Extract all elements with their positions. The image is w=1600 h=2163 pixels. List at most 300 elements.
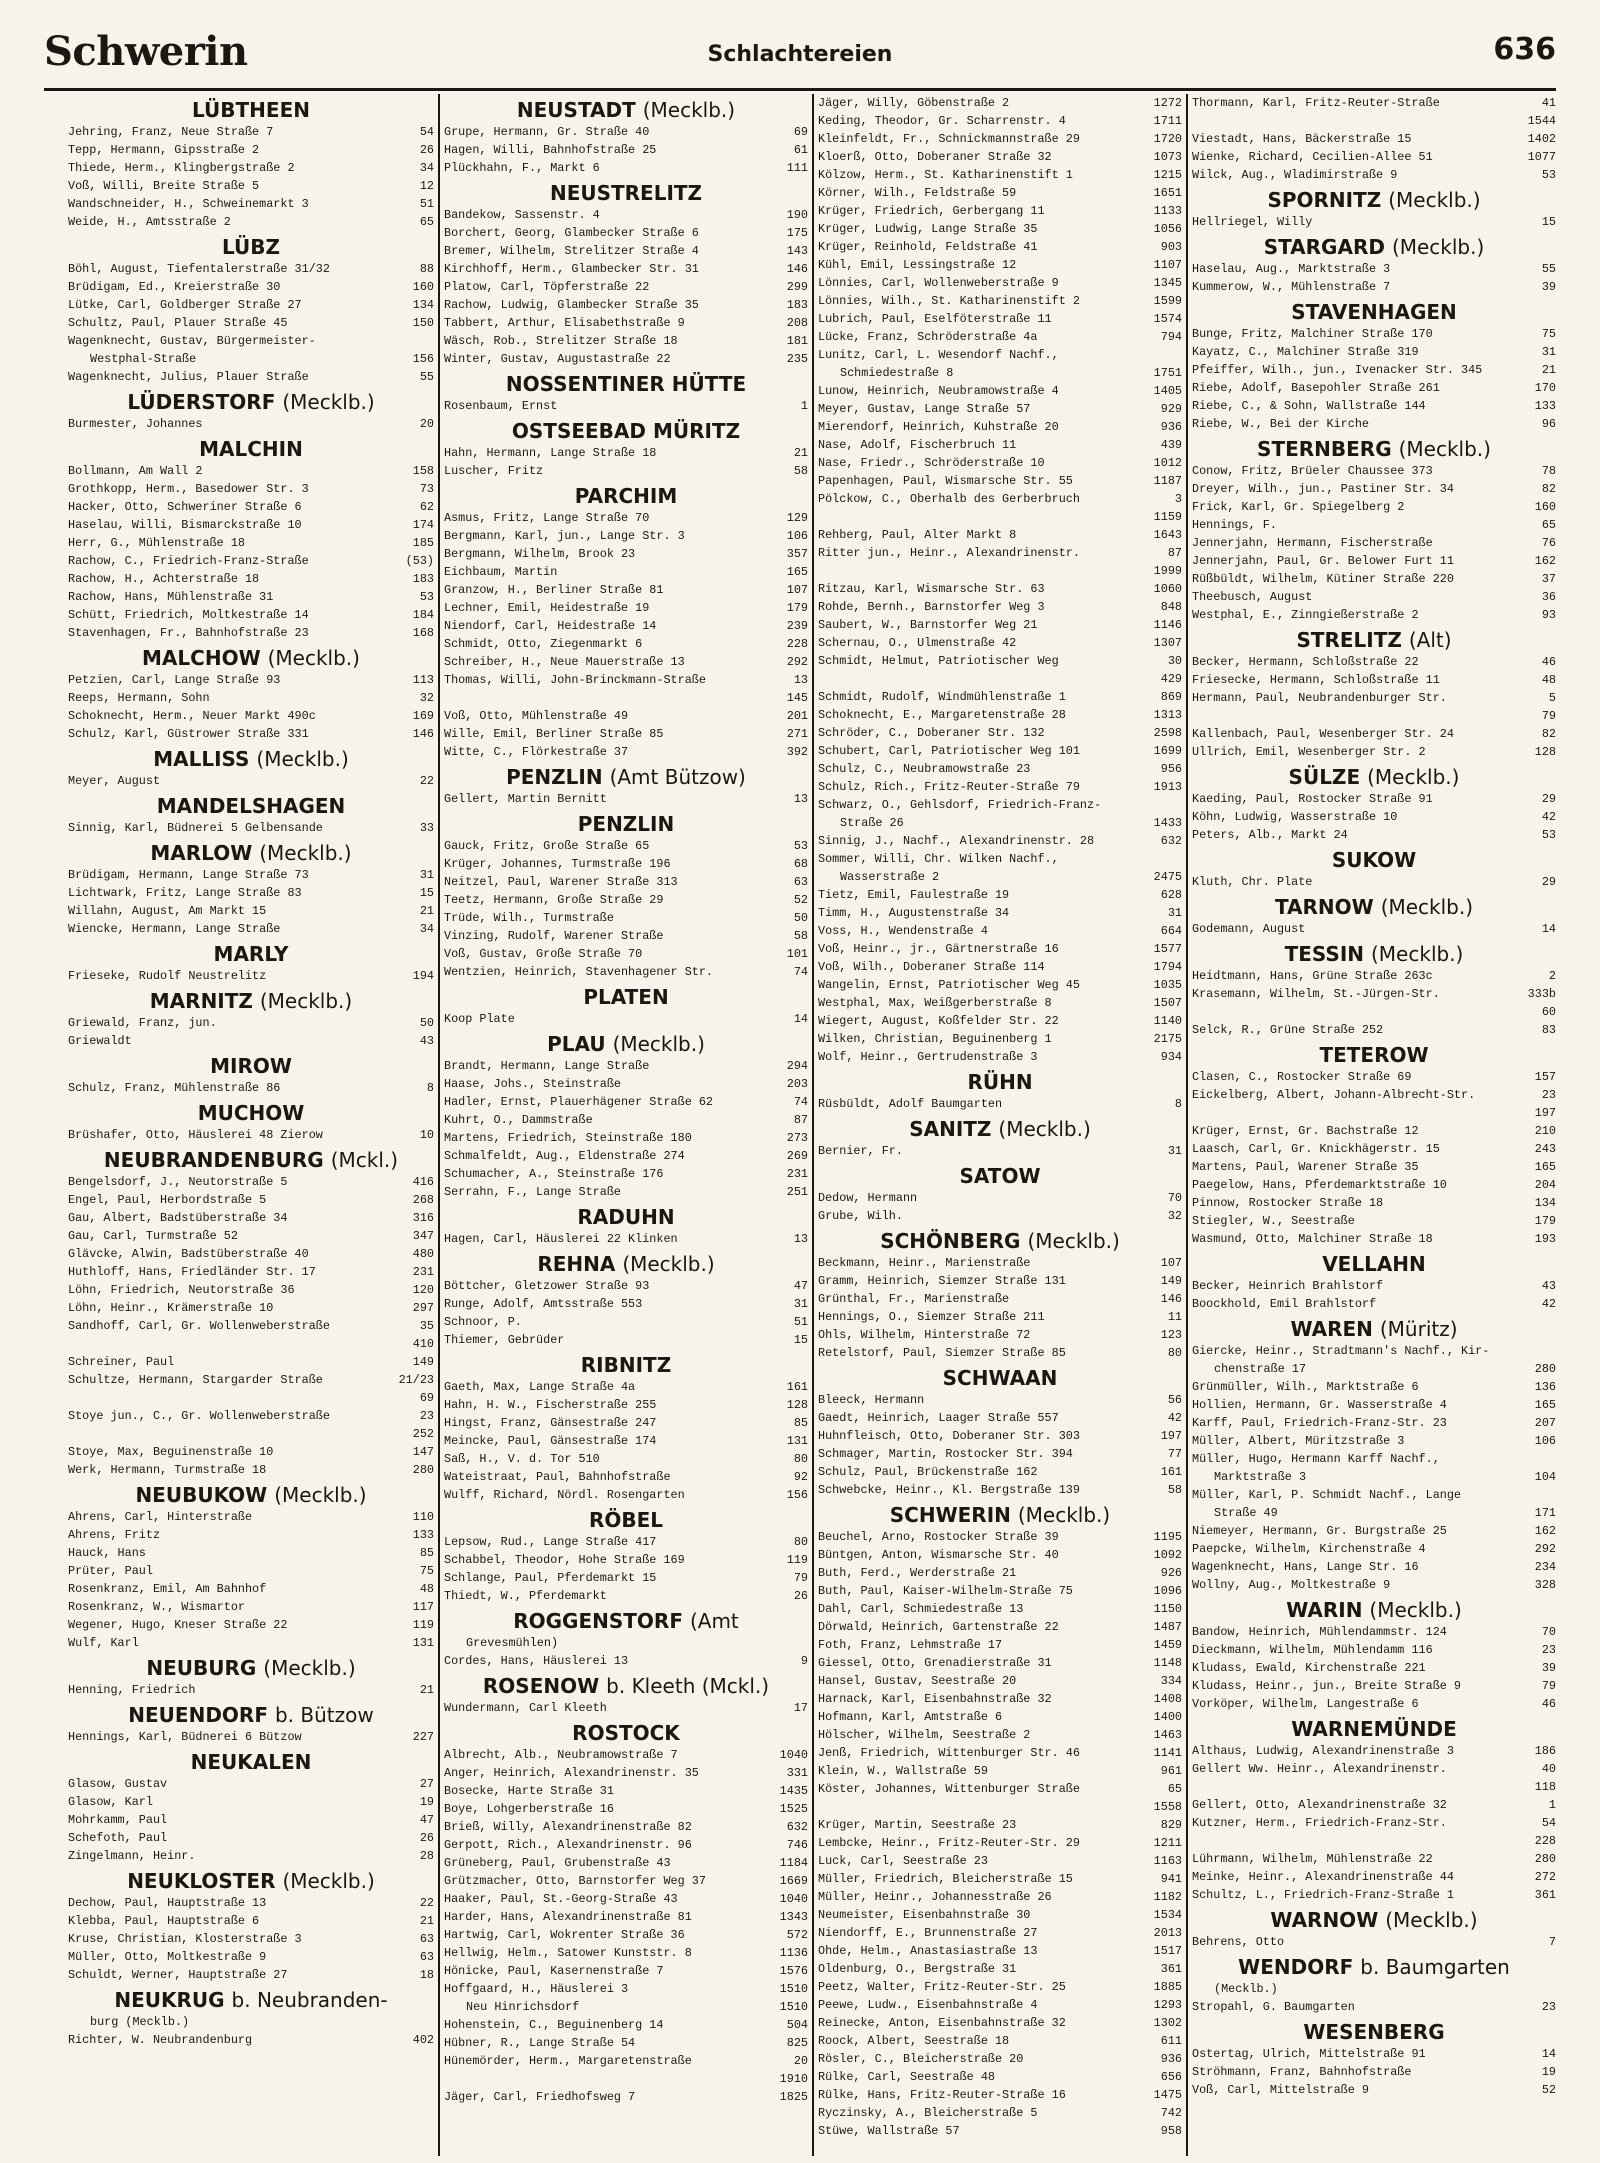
entry-row [444, 242, 808, 260]
entry-number: 1913 [1153, 780, 1182, 794]
entry-name: Thiede, Herm., Klingbergstraße 2 [68, 161, 295, 175]
entry-number: 12 [419, 179, 434, 193]
town-heading [444, 1251, 808, 1277]
entry-number: 23 [1541, 1088, 1556, 1102]
entry-row [1192, 1695, 1556, 1713]
entry-row [444, 1854, 808, 1872]
town-heading [1192, 847, 1556, 873]
entry-number: 184 [412, 608, 434, 622]
entry-name: Becker, Hermann, Schloßstraße 22 [1192, 655, 1419, 669]
entry-name: Rösler, C., Bleicherstraße 20 [818, 2052, 1024, 2066]
entry-name: Saß, H., V. d. Tor 510 [444, 1452, 600, 1466]
entry-row [444, 1908, 808, 1926]
entry-row [444, 2034, 808, 2052]
entry-row [444, 725, 808, 743]
entry-number: 165 [1534, 1398, 1556, 1412]
entry-row [818, 976, 1182, 994]
entry-name: Lunitz, Carl, L. Wesendorf Nachf., [818, 348, 1059, 362]
entry-name: Tietz, Emil, Faulestraße 19 [818, 888, 1010, 902]
entry-name: Cordes, Hans, Häuslerei 13 [444, 1654, 629, 1668]
entry-row [68, 866, 434, 884]
town-heading [444, 764, 808, 790]
entry-number: 162 [1534, 1524, 1556, 1538]
entry-name: Stüwe, Wallstraße 57 [818, 2124, 960, 2138]
entry-name: Jennerjahn, Hermann, Fischerstraße [1192, 536, 1433, 550]
entry-row [68, 1032, 434, 1050]
entry-number: 252 [412, 1427, 434, 1441]
entry-row [68, 967, 434, 985]
entry-name: Serrahn, F., Lange Straße [444, 1185, 621, 1199]
entry-row [68, 480, 434, 498]
entry-row [1192, 325, 1556, 343]
entry-name: Schumacher, A., Steinstraße 176 [444, 1167, 664, 1181]
entry-continuation [1192, 1360, 1556, 1378]
entry-number: 79 [1541, 1679, 1556, 1693]
entry-name: Becker, Heinrich Brahlstorf [1192, 1279, 1384, 1293]
entry-number: 8 [426, 1081, 434, 1095]
entry-row [68, 296, 434, 314]
entry-name: Westphal, Max, Weißgerberstraße 8 [818, 996, 1052, 1010]
entry-name: Laasch, Carl, Gr. Knickhägerstr. 15 [1192, 1142, 1440, 1156]
entry-number: 156 [412, 352, 434, 366]
town-qualifier: (Alt) [1408, 628, 1452, 652]
entry-number: 156 [786, 1488, 808, 1502]
entry-number: 55 [1541, 262, 1556, 276]
town-heading [444, 483, 808, 509]
entry-number: 34 [419, 161, 434, 175]
entry-row [68, 1894, 434, 1912]
entry-continuation [1192, 707, 1556, 725]
entry-number: 1040 [779, 1748, 808, 1762]
entry-number: 13 [793, 792, 808, 806]
entry-number: 87 [793, 1113, 808, 1127]
entry-name: Wilken, Christian, Beguinenberg 1 [818, 1032, 1052, 1046]
entry-number: 934 [1160, 1050, 1182, 1064]
entry-name: Schultz, L., Friedrich-Franz-Straße 1 [1192, 1888, 1454, 1902]
entry-name: Hagen, Willi, Bahnhofstraße 25 [444, 143, 657, 157]
town-qualifier: (Mecklb.) [274, 1483, 367, 1507]
entry-row [818, 1816, 1182, 1834]
entry-number: 147 [412, 1445, 434, 1459]
entry-number: 26 [419, 1831, 434, 1845]
entry-continuation [1192, 1468, 1556, 1486]
entry-number: 269 [786, 1149, 808, 1163]
entry-number: 1517 [1153, 1944, 1182, 1958]
entry-name: Hellwig, Helm., Satower Kunststr. 8 [444, 1946, 692, 1960]
entry-name: Grüneberg, Paul, Grubenstraße 43 [444, 1856, 671, 1870]
entry-name: Paegelow, Hans, Pferdemarktstraße 10 [1192, 1178, 1447, 1192]
town-heading [1192, 894, 1556, 920]
town-qualifier: b. Kleeth (Mckl.) [606, 1674, 770, 1698]
entry-name: Schmidt, Rudolf, Windmühlenstraße 1 [818, 690, 1066, 704]
entry-number: 179 [786, 601, 808, 615]
entry-number: 87 [1167, 546, 1182, 560]
entry-continuation [818, 562, 1182, 580]
entry-number: 2 [1548, 969, 1556, 983]
entry-number: 272 [1534, 1870, 1556, 1884]
entry-number: 106 [1534, 1434, 1556, 1448]
entry-number: 632 [1160, 834, 1182, 848]
town-heading [1192, 1042, 1556, 1068]
entry-name: Giessel, Otto, Grenadierstraße 31 [818, 1656, 1052, 1670]
entry-number: 228 [1534, 1834, 1556, 1848]
entry-number: 1577 [1153, 942, 1182, 956]
town-qualifier: (Mecklb.) [642, 98, 736, 122]
entry-name: Gellert, Martin Bernitt [444, 792, 607, 806]
entry-number: 1574 [1153, 312, 1182, 326]
entry-name: Wulf, Karl [68, 1636, 139, 1650]
entry-name: Schreiber, H., Neue Mauerstraße 13 [444, 655, 685, 669]
entry-number: 297 [412, 1301, 434, 1315]
entry-name: Lichtwark, Fritz, Lange Straße 83 [68, 886, 302, 900]
entry-name: Jennerjahn, Paul, Gr. Belower Furt 11 [1192, 554, 1454, 568]
entry-name: Straße 49 [1214, 1506, 1278, 1520]
town-heading [1192, 1597, 1556, 1623]
entry-name: Frieseke, Rudolf Neustrelitz [68, 969, 267, 983]
entry-row [68, 606, 434, 624]
entry-number: 50 [419, 1016, 434, 1030]
entry-name: Wasserstraße 2 [840, 870, 940, 884]
entry-number: 190 [786, 208, 808, 222]
entry-name: Koop Plate [444, 1012, 515, 1026]
entry-name: Gaedt, Heinrich, Laager Straße 557 [818, 1411, 1059, 1425]
entry-number: 54 [1541, 1816, 1556, 1830]
entry-row [444, 1652, 808, 1670]
entry-number: 31 [419, 868, 434, 882]
entry-name: Kayatz, C., Malchiner Straße 319 [1192, 345, 1419, 359]
entry-name: Pfeiffer, Wilh., jun., Ivenacker Str. 345 [1192, 363, 1483, 377]
entry-number: 28 [419, 1849, 434, 1863]
entry-name: Rosenkranz, Emil, Am Bahnhof [68, 1582, 267, 1596]
entry-name: Boockhold, Emil Brahlstorf [1192, 1297, 1377, 1311]
entry-row [1192, 415, 1556, 433]
entry-row [818, 1924, 1182, 1942]
entry-name: Rachow, H., Achterstraße 18 [68, 572, 260, 586]
entry-row [68, 1847, 434, 1865]
entry-number: 131 [412, 1636, 434, 1650]
entry-row [444, 1926, 808, 1944]
entry-number: 1040 [779, 1892, 808, 1906]
town-heading [68, 234, 434, 260]
town-heading [68, 1702, 434, 1728]
entry-name: Ohls, Wilhelm, Hinterstraße 72 [818, 1328, 1031, 1342]
entry-name: Reinecke, Anton, Eisenbahnstraße 32 [818, 2016, 1066, 2030]
entry-number: 14 [1541, 922, 1556, 936]
entry-name: Schwarz, O., Gehlsdorf, Friedrich-Franz- [818, 798, 1102, 812]
entry-number: 131 [786, 1434, 808, 1448]
entry-number: 160 [1534, 500, 1556, 514]
entry-number: 956 [1160, 762, 1182, 776]
entry-row [68, 1173, 434, 1191]
town-name: PENZLIN [506, 765, 603, 789]
entry-name: Wagenknecht, Julius, Plauer Straße [68, 370, 309, 384]
entry-number: 96 [1541, 417, 1556, 431]
town-name: SÜLZE [1288, 765, 1361, 789]
entry-number: 197 [1160, 1429, 1182, 1443]
entry-row [818, 1564, 1182, 1582]
entry-number: 51 [793, 1315, 808, 1329]
entry-row [1192, 570, 1556, 588]
town-name: LÜBZ [221, 235, 281, 259]
entry-row [68, 1461, 434, 1479]
entry-row [444, 945, 808, 963]
entry-name: Platow, Carl, Töpferstraße 22 [444, 280, 650, 294]
entry-row [444, 1782, 808, 1800]
entry-number: 2598 [1153, 726, 1182, 740]
entry-row [818, 1481, 1182, 1499]
entry-number: 794 [1160, 330, 1182, 344]
entry-number: 52 [793, 893, 808, 907]
entry-row [1192, 148, 1556, 166]
entry-name: Büntgen, Anton, Wismarsche Str. 40 [818, 1548, 1059, 1562]
entry-name: Richter, W. Neubrandenburg [68, 2033, 253, 2047]
entry-row [1192, 1230, 1556, 1248]
entry-name: Gaeth, Max, Lange Straße 4a [444, 1380, 636, 1394]
entry-name: Bunge, Fritz, Malchiner Straße 170 [1192, 327, 1433, 341]
town-qualifier: (Mecklb.) [259, 989, 353, 1013]
entry-row [818, 2014, 1182, 2032]
entry-name: Hollien, Hermann, Gr. Wasserstraße 4 [1192, 1398, 1447, 1412]
entry-number: 9 [800, 1654, 808, 1668]
entry-row [818, 436, 1182, 454]
entry-name: Sommer, Willi, Chr. Wilken Nachf., [818, 852, 1059, 866]
entry-row [68, 671, 434, 689]
entry-number: 146 [1160, 1292, 1182, 1306]
entry-number: 361 [1160, 1962, 1182, 1976]
entry-number: 37 [1541, 572, 1556, 586]
entry-continuation [818, 868, 1182, 886]
entry-row [444, 1468, 808, 1486]
entry-row [818, 400, 1182, 418]
entry-row [444, 837, 808, 855]
entry-number: 14 [793, 1012, 808, 1026]
entry-name: Dahl, Carl, Schmiedestraße 13 [818, 1602, 1024, 1616]
entry-row [68, 1299, 434, 1317]
entry-name: Krüger, Ludwig, Lange Straße 35 [818, 222, 1038, 236]
entry-name: Meyer, August [68, 774, 161, 788]
entry-number: 19 [419, 1795, 434, 1809]
entry-name: Eichbaum, Martin [444, 565, 558, 579]
entry-number: 107 [1160, 1256, 1182, 1270]
entry-name: Krasemann, Wilhelm, St.-Jürgen-Str. [1192, 987, 1440, 1001]
town-name: NEUENDORF [128, 1703, 268, 1727]
entry-row [818, 1048, 1182, 1066]
entry-row [818, 1528, 1182, 1546]
entry-name: Engel, Paul, Herbordstraße 5 [68, 1193, 267, 1207]
entry-name: Wundermann, Carl Kleeth [444, 1701, 607, 1715]
entry-name: Hadler, Ernst, Plauerhägener Straße 62 [444, 1095, 714, 1109]
entry-name: Klebba, Paul, Hauptstraße 6 [68, 1914, 260, 1928]
entry-number: 1711 [1153, 114, 1182, 128]
town-name: MALCHOW [142, 646, 261, 670]
town-name: NEUSTADT [516, 98, 636, 122]
entry-number: 1092 [1153, 1548, 1182, 1562]
town-heading [444, 371, 808, 397]
entry-name: Löhn, Friedrich, Neutorstraße 36 [68, 1283, 295, 1297]
entry-row [1192, 1378, 1556, 1396]
entry-row [1192, 1933, 1556, 1951]
entry-number: 80 [793, 1452, 808, 1466]
entry-number: 35 [419, 1319, 434, 1333]
entry-name: Thiedt, W., Pferdemarkt [444, 1589, 607, 1603]
entry-name: Kutzner, Herm., Friedrich-Franz-Str. [1192, 1816, 1447, 1830]
entry-name: Hohenstein, C., Beguinenberg 14 [444, 2018, 664, 2032]
entry-row [1192, 1140, 1556, 1158]
entry-number: 21 [793, 446, 808, 460]
entry-name: Bosecke, Harte Straße 31 [444, 1784, 614, 1798]
entry-number: 1060 [1153, 582, 1182, 596]
entry-name: Brandt, Hermann, Lange Straße [444, 1059, 650, 1073]
entry-name: Burmester, Johannes [68, 417, 203, 431]
entry-number: 61 [793, 143, 808, 157]
entry-name: Stiegler, W., Seestraße [1192, 1214, 1355, 1228]
entry-number: 936 [1160, 420, 1182, 434]
town-heading [1192, 1251, 1556, 1277]
entry-number: 119 [786, 1553, 808, 1567]
entry-name: Rüsbüldt, Adolf Baumgarten [818, 1097, 1003, 1111]
entry-continuation [68, 1425, 434, 1443]
entry-number: 129 [786, 511, 808, 525]
entry-row [1192, 1122, 1556, 1140]
entry-row [444, 891, 808, 909]
entry-row [444, 873, 808, 891]
entry-name: Huhnfleisch, Otto, Doberaner Str. 303 [818, 1429, 1080, 1443]
entry-row [68, 1811, 434, 1829]
entry-number: 1405 [1153, 384, 1182, 398]
entry-row [444, 2052, 808, 2070]
entry-number: 1163 [1153, 1854, 1182, 1868]
entry-number: 201 [786, 709, 808, 723]
entry-number: 1073 [1153, 150, 1182, 164]
entry-number: 1751 [1153, 366, 1182, 380]
entry-row [818, 1463, 1182, 1481]
entry-row [444, 444, 808, 462]
entry-name: Jäger, Carl, Friedhofsweg 7 [444, 2090, 636, 2104]
entry-row [1192, 278, 1556, 296]
entry-name: Schultz, Paul, Plauer Straße 45 [68, 316, 288, 330]
entry-row [818, 112, 1182, 130]
entry-row [1192, 1086, 1556, 1104]
entry-name: Kludass, Heinr., jun., Breite Straße 9 [1192, 1679, 1462, 1693]
town-name: MALCHIN [199, 437, 303, 461]
entry-name: Wangelin, Ernst, Patriotischer Weg 45 [818, 978, 1080, 992]
entry-number: 145 [786, 691, 808, 705]
entry-number: 120 [412, 1283, 434, 1297]
entry-row [818, 724, 1182, 742]
town-qualifier: (Mecklb.) [267, 646, 360, 670]
page-number: 636 [1493, 32, 1556, 67]
entry-name: Riebe, Adolf, Basepohler Straße 261 [1192, 381, 1440, 395]
entry-name: Runge, Adolf, Amtsstraße 553 [444, 1297, 643, 1311]
entry-name: Glävcke, Alwin, Badstüberstraße 40 [68, 1247, 309, 1261]
entry-name: Dreyer, Wilh., jun., Pastiner Str. 34 [1192, 482, 1454, 496]
entry-row [444, 671, 808, 689]
entry-row [1192, 1677, 1556, 1695]
entry-name: Grube, Wilh. [818, 1209, 903, 1223]
entry-number: 83 [1541, 1023, 1556, 1037]
entry-row [68, 368, 434, 386]
entry-row [818, 274, 1182, 292]
entry-name: Voß, Carl, Mittelstraße 9 [1192, 2083, 1369, 2097]
entry-number: 829 [1160, 1818, 1182, 1832]
town-name: SATOW [959, 1164, 1041, 1188]
entry-row [818, 1978, 1182, 1996]
entry-number: 21 [419, 904, 434, 918]
entry-name: Hansel, Gustav, Seestraße 20 [818, 1674, 1017, 1688]
entry-name: Jehring, Franz, Neue Straße 7 [68, 125, 274, 139]
entry-row [444, 159, 808, 177]
entry-name: Körner, Wilh., Feldstraße 59 [818, 186, 1017, 200]
entry-continuation [818, 1798, 1182, 1816]
entry-number: 1159 [1153, 510, 1182, 524]
entry-number: 80 [1167, 1346, 1182, 1360]
entry-name: Schröder, C., Doberaner Str. 132 [818, 726, 1045, 740]
entry-number: 194 [412, 969, 434, 983]
entry-row [1192, 1176, 1556, 1194]
entry-row [1192, 1194, 1556, 1212]
entry-number: 179 [1534, 1214, 1556, 1228]
entry-number: 848 [1160, 600, 1182, 614]
column-3 [812, 94, 1186, 2156]
entry-name: Grupe, Hermann, Gr. Straße 40 [444, 125, 650, 139]
entry-row [1192, 397, 1556, 415]
directory-columns [64, 94, 1560, 2156]
entry-number: 47 [793, 1279, 808, 1293]
entry-number: 628 [1160, 888, 1182, 902]
entry-row [1192, 260, 1556, 278]
entry-row [1192, 920, 1556, 938]
entry-number: 1910 [779, 2072, 808, 2086]
entry-number: 1408 [1153, 1692, 1182, 1706]
entry-number: 357 [786, 547, 808, 561]
entry-row [818, 1012, 1182, 1030]
entry-name: Wolf, Heinr., Gertrudenstraße 3 [818, 1050, 1038, 1064]
entry-name: Hofmann, Karl, Amtstraße 6 [818, 1710, 1003, 1724]
town-heading [1192, 764, 1556, 790]
entry-name: Peewe, Ludw., Eisenbahnstraße 4 [818, 1998, 1038, 2012]
entry-row [1192, 552, 1556, 570]
entry-number: 392 [786, 745, 808, 759]
entry-row [1192, 689, 1556, 707]
entry-number: 746 [786, 1838, 808, 1852]
entry-name: Haase, Johs., Steinstraße [444, 1077, 621, 1091]
town-name: SCHÖNBERG [880, 1229, 1021, 1253]
entry-row [68, 884, 434, 902]
entry-number: 1012 [1153, 456, 1182, 470]
entry-number: 228 [786, 637, 808, 651]
entry-row [444, 1331, 808, 1349]
town-qualifier: (Amt Bützow) [609, 765, 746, 789]
entry-number: 1885 [1153, 1980, 1182, 1994]
entry-row [1192, 808, 1556, 826]
entry-row [818, 1672, 1182, 1690]
entry-name: Beuchel, Arno, Rostocker Straße 39 [818, 1530, 1059, 1544]
entry-number: (53) [405, 554, 434, 568]
entry-name: Plückhahn, F., Markt 6 [444, 161, 600, 175]
town-name: SUKOW [1331, 848, 1417, 872]
entry-name: Granzow, H., Berliner Straße 81 [444, 583, 664, 597]
entry-name: Marktstraße 3 [1214, 1470, 1307, 1484]
entry-row [1192, 2063, 1556, 2081]
entry-name: Schmager, Martin, Rostocker Str. 394 [818, 1447, 1073, 1461]
entry-row [1192, 1068, 1556, 1086]
entry-number: 65 [419, 215, 434, 229]
entry-number: 161 [786, 1380, 808, 1394]
town-name: NEUBURG [146, 1656, 257, 1680]
entry-row [444, 1295, 808, 1313]
town-heading [68, 746, 434, 772]
entry-name: Schwebcke, Heinr., Kl. Bergstraße 139 [818, 1483, 1080, 1497]
